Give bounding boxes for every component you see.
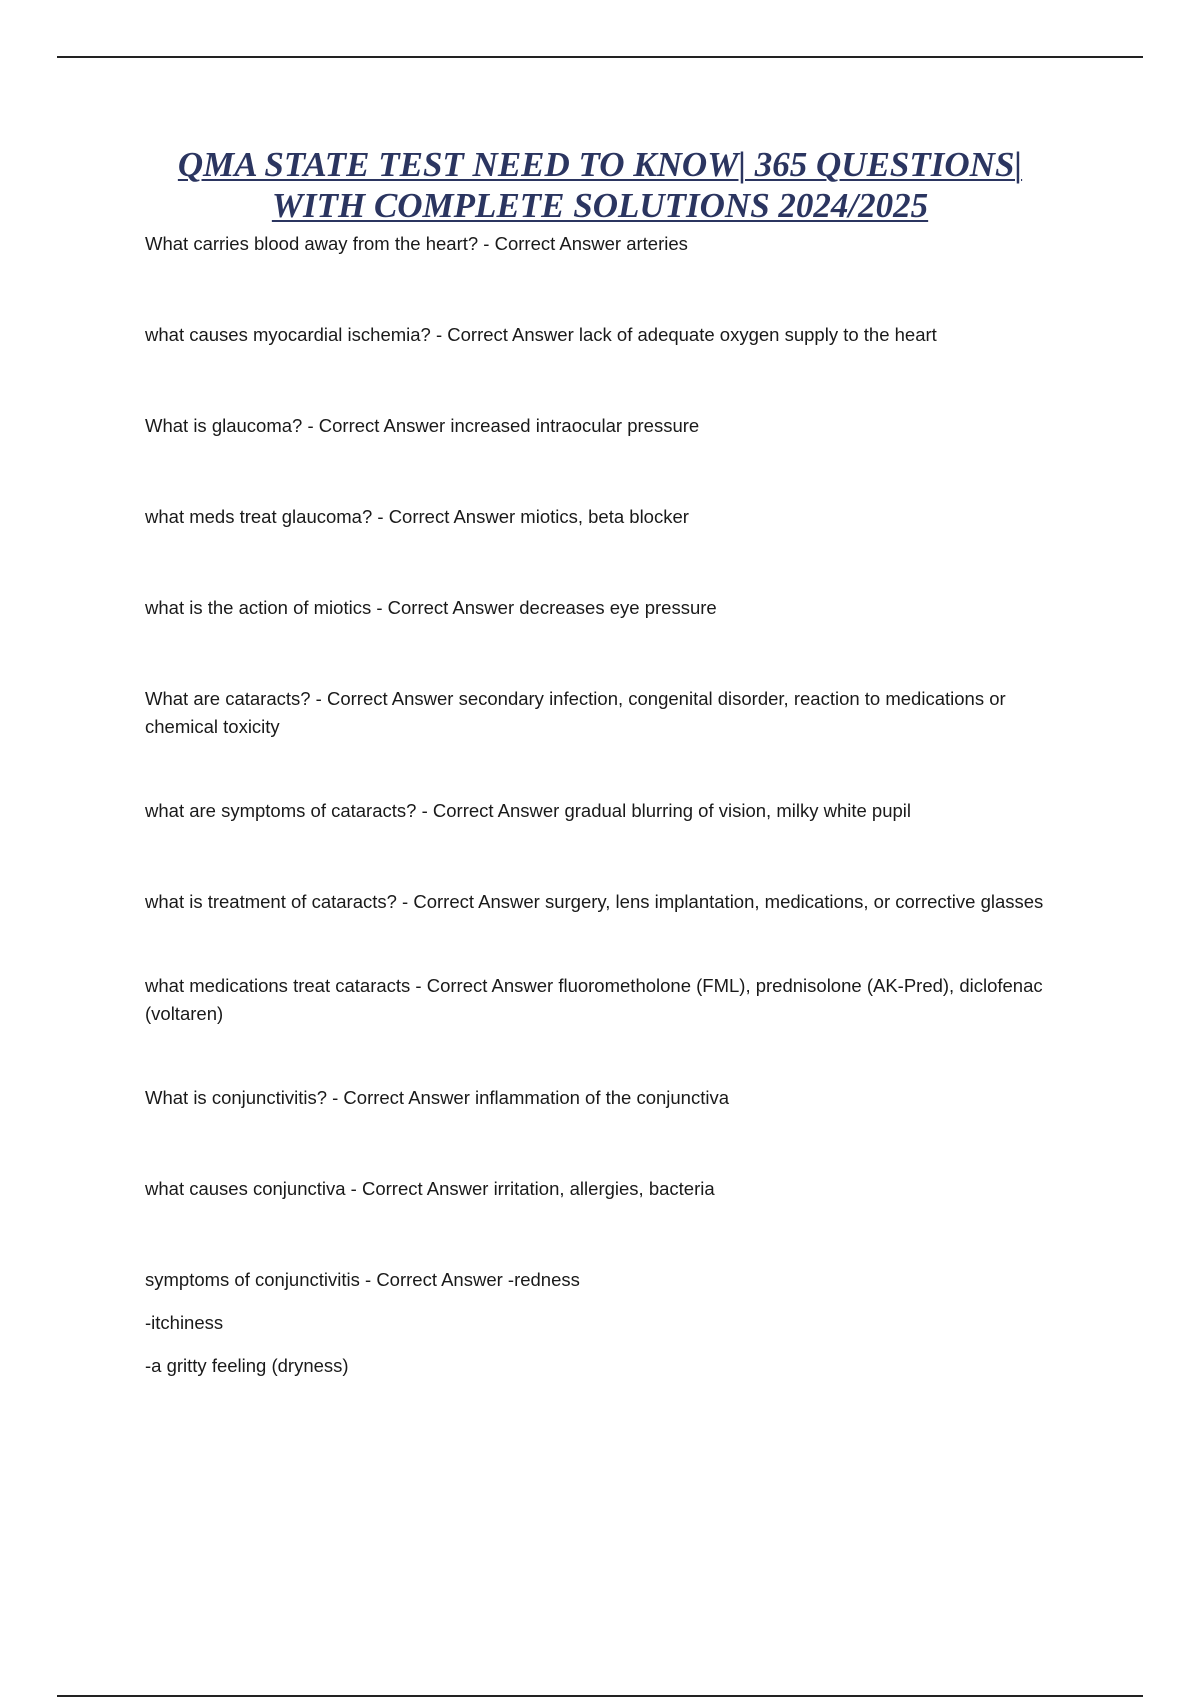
qa-item: What is conjunctivitis? - Correct Answer inflammation of the conjunctiva [145, 1087, 730, 1108]
title-line-2: WITH COMPLETE SOLUTIONS 2024/2025 [271, 186, 929, 225]
qa-answer-continuation: -itchiness [145, 1312, 224, 1333]
bottom-rule [57, 1695, 1143, 1697]
qa-item: what is the action of miotics - Correct Answer decreases eye pressure [145, 597, 717, 618]
qa-item: what meds treat glaucoma? - Correct Answer miotics, beta blocker [145, 506, 689, 527]
top-rule [57, 56, 1143, 58]
qa-item: what causes myocardial ischemia? - Correct Answer lack of adequate oxygen supply to the heart [145, 324, 937, 345]
qa-item: what are symptoms of cataracts? - Correct Answer gradual blurring of vision, milky white pupil [145, 800, 911, 821]
qa-item: what causes conjunctiva - Correct Answer irritation, allergies, bacteria [145, 1178, 715, 1199]
qa-item: What carries blood away from the heart? - Correct Answer arteries [145, 233, 688, 254]
title-line-1: QMA STATE TEST NEED TO KNOW| 365 QUESTIONS| [177, 145, 1023, 184]
qa-answer-continuation: -a gritty feeling (dryness) [145, 1355, 349, 1376]
document-title [60, 144, 1140, 226]
qa-item: what medications treat cataracts - Correct Answer fluorometholone (FML), prednisolone (AK-Pred), diclofenac (voltaren) [145, 975, 1043, 1024]
qa-item: symptoms of conjunctivitis - Correct Answer -redness [145, 1269, 580, 1290]
qa-item: What is glaucoma? - Correct Answer increased intraocular pressure [145, 415, 700, 436]
qa-item: What are cataracts? - Correct Answer secondary infection, congenital disorder, reaction to medications or chemical toxicity [145, 688, 1006, 737]
question-list [145, 230, 1080, 1395]
qa-item: what is treatment of cataracts? - Correct Answer surgery, lens implantation, medications, or corrective glasses [145, 891, 1044, 912]
